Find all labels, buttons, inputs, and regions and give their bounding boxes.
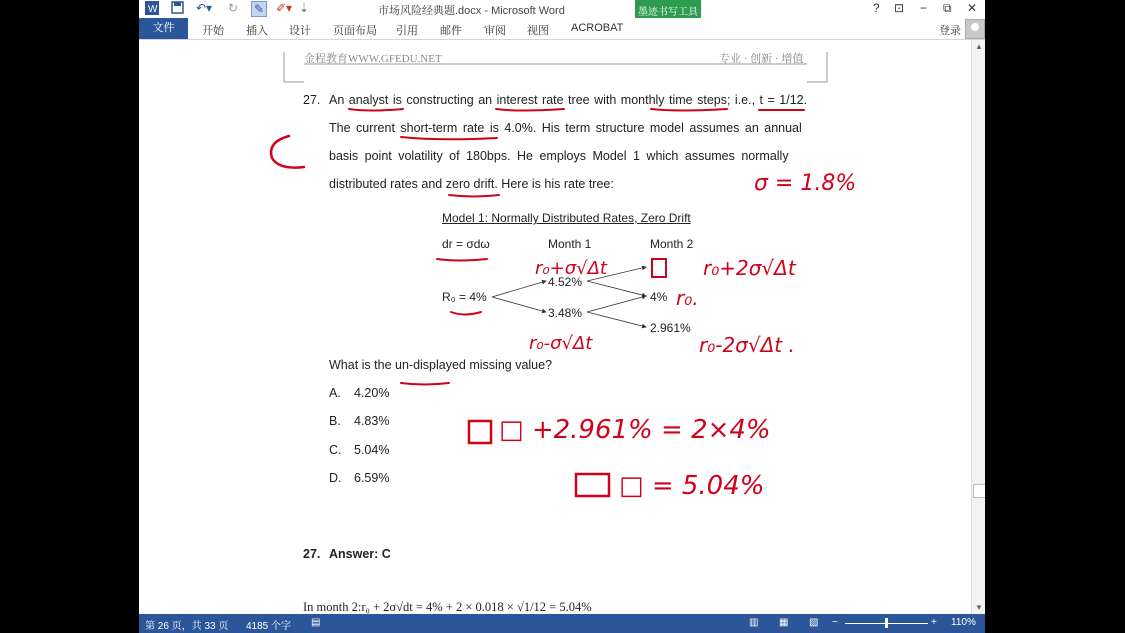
vertical-scrollbar[interactable] bbox=[971, 40, 985, 614]
tree-month-2: Month 2 bbox=[650, 237, 694, 251]
read-mode-icon[interactable]: ▥ bbox=[749, 617, 759, 628]
window-title: 市场风险经典题.docx - Microsoft Word bbox=[378, 5, 565, 17]
tree-node-down: 3.48% bbox=[548, 306, 583, 320]
question-line-2: The current short-term rate is 4.0%. His term structure model assumes an annual bbox=[329, 121, 802, 135]
question-number: 27. bbox=[303, 93, 321, 107]
tab-layout[interactable]: 页面布局 bbox=[333, 25, 377, 37]
word-logo-icon bbox=[145, 1, 159, 19]
context-tool-label: 墨迹书写工具 bbox=[638, 7, 698, 18]
tab-references[interactable]: 引用 bbox=[396, 25, 418, 37]
tree-formula: dr = σdω bbox=[442, 237, 490, 251]
ink-underline-r0 bbox=[451, 312, 481, 315]
scroll-up-icon[interactable]: ▲ bbox=[975, 42, 983, 51]
question-line-1: An analyst is constructing an interest rate tree with monthly time steps; i.e., t = 1/12. bbox=[329, 93, 808, 107]
close-icon[interactable]: ✕ bbox=[967, 1, 978, 15]
option-c-value: 5.04% bbox=[354, 443, 390, 457]
ink-eq2: □ = 5.04% bbox=[619, 471, 765, 501]
option-c-letter: C. bbox=[329, 443, 342, 457]
tab-home[interactable]: 开始 bbox=[202, 25, 224, 37]
document-page[interactable] bbox=[139, 40, 971, 614]
scroll-down-icon[interactable]: ▼ bbox=[975, 603, 983, 612]
tab-review[interactable]: 审阅 bbox=[484, 25, 506, 37]
status-bar bbox=[139, 614, 985, 633]
word-window bbox=[139, 0, 985, 633]
ink-circle-c bbox=[271, 136, 304, 168]
question-line-3: basis point volatility of 180bps. He employs Model 1 which assumes normally bbox=[329, 149, 789, 163]
scroll-thumb[interactable] bbox=[973, 484, 985, 498]
ink-upup: r₀+2σ√Δt bbox=[703, 256, 796, 280]
ink-underline-shortterm bbox=[401, 137, 497, 139]
ink-annotations bbox=[139, 40, 971, 614]
pen-icon[interactable]: ✎ bbox=[251, 1, 267, 17]
ink-sigma: σ = 1.8% bbox=[754, 171, 857, 196]
ink-eq1: □ +2.961% = 2×4% bbox=[499, 415, 771, 445]
customize-qat-icon[interactable]: ⇣ bbox=[299, 1, 310, 15]
ink-underline-drift bbox=[449, 195, 499, 197]
ribbon-display-icon[interactable]: ⊡ bbox=[894, 1, 905, 15]
tab-design[interactable]: 设计 bbox=[289, 25, 311, 37]
proofing-icon[interactable]: ▤ bbox=[311, 617, 321, 628]
zoom-out-icon[interactable]: − bbox=[832, 617, 838, 628]
option-b-letter: B. bbox=[329, 414, 341, 428]
option-a-value: 4.20% bbox=[354, 386, 390, 400]
answer-formula: In month 2:r₀ + 2σ√dt = 4% + 2 × 0.018 × √1/12 = 5.04% bbox=[303, 600, 592, 614]
save-icon[interactable] bbox=[171, 1, 184, 18]
ink-downdown: r₀-2σ√Δt . bbox=[699, 333, 795, 357]
login-link[interactable]: 登录 bbox=[939, 25, 961, 37]
ink-mid: r₀. bbox=[676, 286, 699, 310]
header-left: 金程教育WWW.GFEDU.NET bbox=[304, 53, 442, 65]
redo-icon[interactable]: ↻ bbox=[228, 1, 239, 15]
answer-text: Answer: C bbox=[329, 547, 391, 561]
ribbon-tabs bbox=[139, 18, 985, 40]
avatar[interactable] bbox=[965, 19, 985, 39]
zoom-in-icon[interactable]: + bbox=[931, 617, 937, 628]
tab-mailings[interactable]: 邮件 bbox=[440, 25, 462, 37]
web-layout-icon[interactable]: ▧ bbox=[809, 617, 819, 628]
tab-file[interactable]: 文件 bbox=[139, 18, 188, 39]
tree-month-1: Month 1 bbox=[548, 237, 592, 251]
question-line-4: distributed rates and zero drift. Here is his rate tree: bbox=[329, 177, 614, 191]
tab-acrobat[interactable]: ACROBAT bbox=[571, 22, 624, 34]
ink-underline-time bbox=[651, 109, 727, 111]
print-layout-icon[interactable]: ▦ bbox=[779, 617, 789, 628]
tab-insert[interactable]: 插入 bbox=[246, 25, 268, 37]
restore-icon[interactable]: ⧉ bbox=[943, 1, 952, 15]
ink-underline-formula bbox=[437, 259, 487, 261]
tree-title: Model 1: Normally Distributed Rates, Zero Drift bbox=[442, 211, 691, 225]
word-count[interactable]: 4185 个字 bbox=[246, 621, 292, 632]
ink-underline-interest bbox=[496, 109, 564, 111]
ink-box-eq2 bbox=[576, 474, 609, 496]
option-a-letter: A. bbox=[329, 386, 341, 400]
title-bar bbox=[139, 0, 985, 17]
ink-underline-undisplayed bbox=[401, 383, 449, 385]
help-icon[interactable]: ? bbox=[873, 1, 880, 15]
highlighter-icon[interactable]: ✐▾ bbox=[276, 1, 293, 15]
tree-node-low: 2.961% bbox=[650, 321, 691, 335]
answer-number: 27. bbox=[303, 547, 321, 561]
zoom-level[interactable]: 110% bbox=[951, 617, 976, 628]
question-prompt: What is the un-displayed missing value? bbox=[329, 358, 553, 372]
page-count[interactable]: 第 26 页，共 33 页 bbox=[145, 621, 229, 632]
ink-up: r₀+σ√Δt bbox=[535, 258, 607, 279]
tree-node-mid: 4% bbox=[650, 290, 668, 304]
ink-box-eq1 bbox=[469, 421, 491, 443]
ink-box-missing bbox=[652, 259, 666, 277]
minimize-icon[interactable]: − bbox=[920, 1, 928, 15]
ink-down: r₀-σ√Δt bbox=[529, 333, 593, 354]
svg-text:W: W bbox=[148, 4, 158, 15]
option-d-letter: D. bbox=[329, 471, 342, 485]
header-right: 专业 · 创新 · 增值 bbox=[719, 53, 804, 65]
undo-icon[interactable]: ↶▾ bbox=[196, 1, 213, 15]
tree-node-up: 4.52% bbox=[548, 275, 583, 289]
zoom-slider-thumb[interactable] bbox=[885, 618, 888, 628]
tab-view[interactable]: 视图 bbox=[527, 25, 549, 37]
option-d-value: 6.59% bbox=[354, 471, 390, 485]
option-b-value: 4.83% bbox=[354, 414, 390, 428]
tree-root-node: R₀ = 4% bbox=[442, 290, 487, 304]
ink-underline-analyst bbox=[349, 109, 403, 111]
